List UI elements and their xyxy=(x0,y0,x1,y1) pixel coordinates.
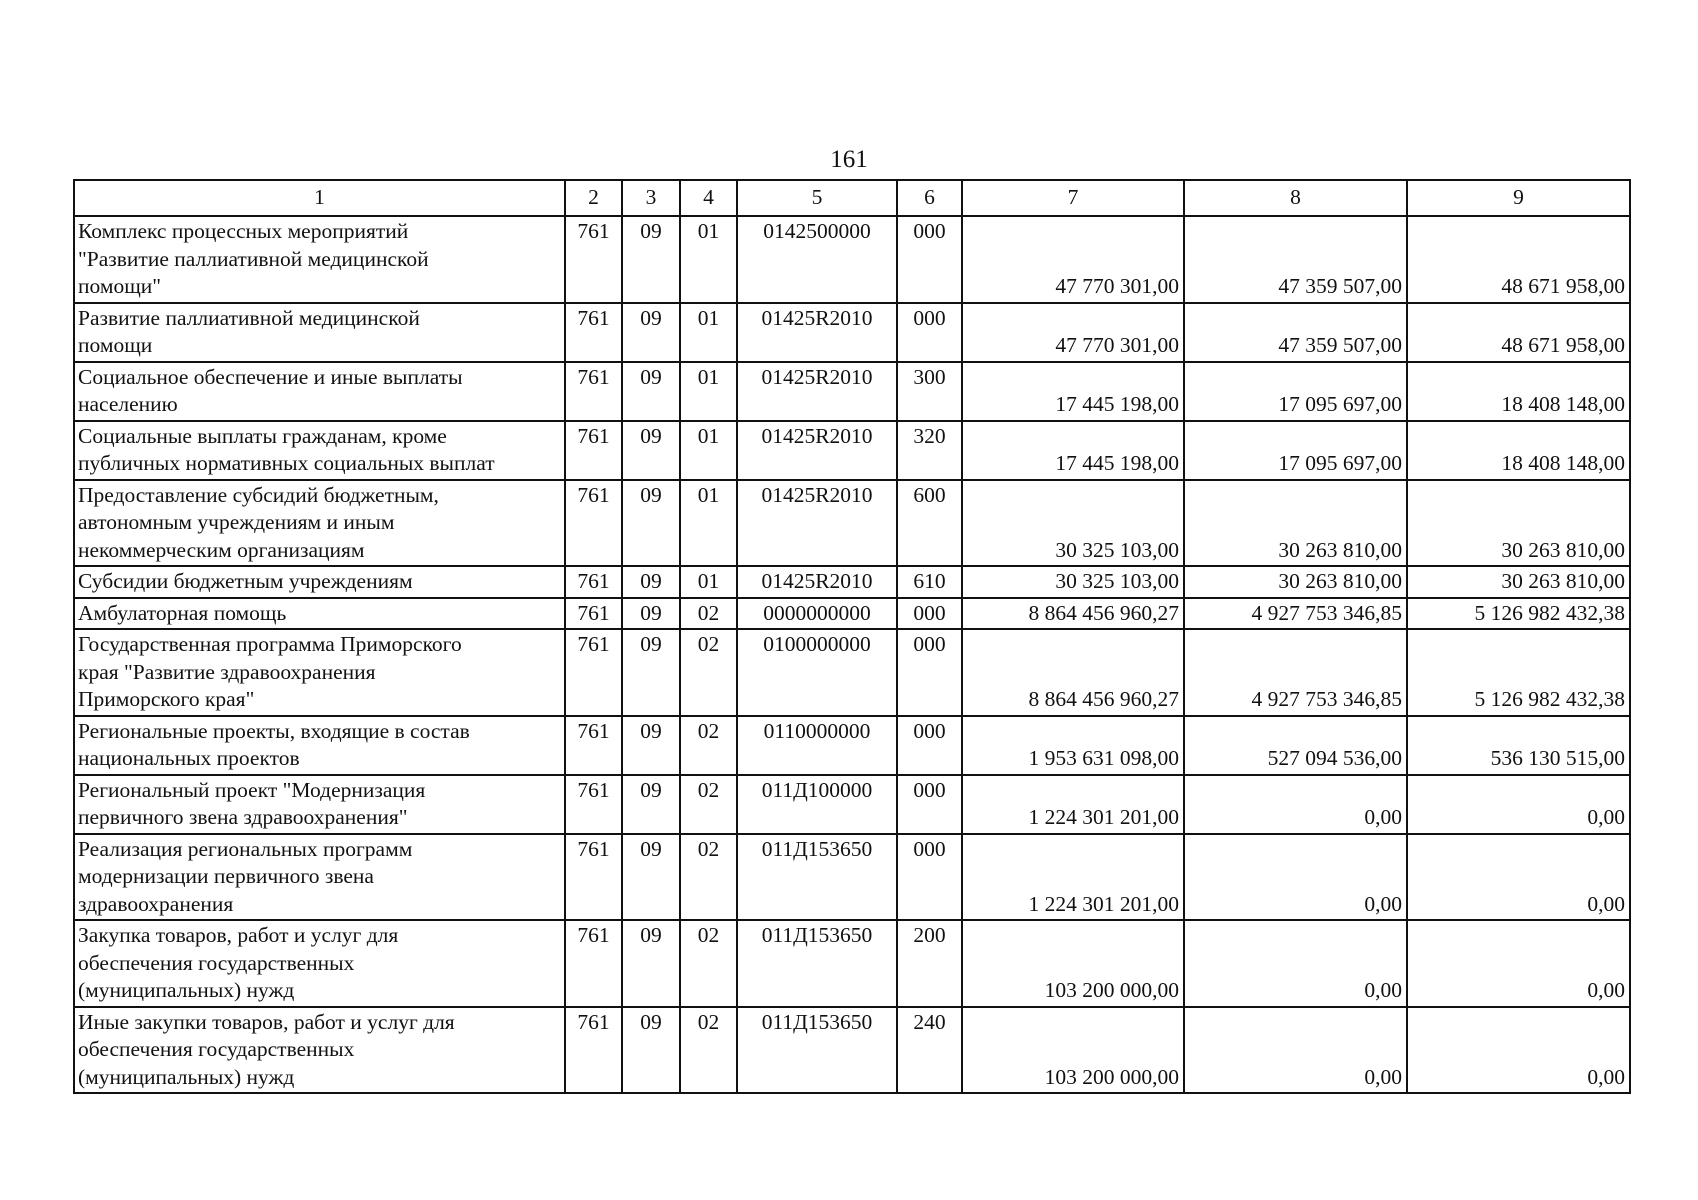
table-body xyxy=(74,216,1630,1093)
row-amount-c8: 4 927 753 346,85 xyxy=(1184,629,1407,716)
row-name-line: национальных проектов xyxy=(78,746,300,770)
row-code-c6: 000 xyxy=(897,598,962,630)
row-code-c2: 761 xyxy=(565,421,622,480)
header-cell: 8 xyxy=(1184,180,1407,216)
row-amount-c9: 30 263 810,00 xyxy=(1407,566,1630,598)
budget-table xyxy=(73,179,1631,1094)
row-code-c6: 000 xyxy=(897,775,962,834)
row-name-line: некоммерческим организациям xyxy=(78,537,365,562)
row-code-c2: 761 xyxy=(565,716,622,775)
row-amount-c8: 527 094 536,00 xyxy=(1184,716,1407,775)
row-code-c6: 000 xyxy=(897,834,962,921)
row-code-c3: 09 xyxy=(622,598,680,630)
row-code-c2: 761 xyxy=(565,775,622,834)
table-row xyxy=(74,216,1630,303)
row-amount-c8: 47 359 507,00 xyxy=(1184,216,1407,303)
row-amount-c7: 17 445 198,00 xyxy=(962,421,1184,480)
row-name xyxy=(74,480,565,567)
row-name-line: Государственная программа Приморского xyxy=(78,632,462,656)
row-code-c5: 0000000000 xyxy=(737,598,897,630)
row-amount-c9: 18 408 148,00 xyxy=(1407,421,1630,480)
row-code-c4: 02 xyxy=(680,1007,737,1094)
row-code-c5: 01425R2010 xyxy=(737,480,897,567)
row-code-c6: 000 xyxy=(897,216,962,303)
row-amount-c7: 1 224 301 201,00 xyxy=(962,834,1184,921)
row-amount-c8: 4 927 753 346,85 xyxy=(1184,598,1407,630)
row-amount-c7: 103 200 000,00 xyxy=(962,920,1184,1007)
row-code-c6: 320 xyxy=(897,421,962,480)
row-name xyxy=(74,775,565,834)
header-cell: 5 xyxy=(737,180,897,216)
row-code-c5: 011Д100000 xyxy=(737,775,897,834)
row-name xyxy=(74,920,565,1007)
row-code-c6: 610 xyxy=(897,566,962,598)
row-code-c3: 09 xyxy=(622,421,680,480)
row-code-c2: 761 xyxy=(565,920,622,1007)
row-name-line: Социальные выплаты гражданам, кроме xyxy=(78,423,447,448)
row-amount-c8: 47 359 507,00 xyxy=(1184,303,1407,362)
header-cell: 2 xyxy=(565,180,622,216)
header-cell: 4 xyxy=(680,180,737,216)
row-amount-c7: 8 864 456 960,27 xyxy=(962,629,1184,716)
row-code-c5: 011Д153650 xyxy=(737,1007,897,1094)
row-code-c5: 01425R2010 xyxy=(737,421,897,480)
row-name xyxy=(74,716,565,775)
row-name-line: модернизации первичного звена xyxy=(78,864,374,888)
row-code-c2: 761 xyxy=(565,834,622,921)
row-amount-c9: 48 671 958,00 xyxy=(1407,216,1630,303)
table-row xyxy=(74,566,1630,598)
row-amount-c8: 0,00 xyxy=(1184,775,1407,834)
row-code-c6: 300 xyxy=(897,362,962,421)
row-amount-c7: 8 864 456 960,27 xyxy=(962,598,1184,630)
row-code-c4: 01 xyxy=(680,362,737,421)
row-code-c3: 09 xyxy=(622,716,680,775)
header-row xyxy=(74,180,1630,216)
row-code-c4: 01 xyxy=(680,421,737,480)
row-name xyxy=(74,598,565,630)
table-row xyxy=(74,480,1630,567)
row-code-c5: 0142500000 xyxy=(737,216,897,303)
row-name xyxy=(74,216,565,303)
row-name-line: (муниципальных) нужд xyxy=(78,978,295,1002)
row-name xyxy=(74,834,565,921)
row-name-line: (муниципальных) нужд xyxy=(78,1064,295,1089)
row-code-c4: 02 xyxy=(680,920,737,1007)
row-amount-c7: 1 953 631 098,00 xyxy=(962,716,1184,775)
table-row xyxy=(74,303,1630,362)
row-name-line: Развитие паллиативной медицинской xyxy=(78,305,420,330)
row-amount-c9: 5 126 982 432,38 xyxy=(1407,598,1630,630)
table-row xyxy=(74,629,1630,716)
table-row xyxy=(74,598,1630,630)
row-amount-c7: 47 770 301,00 xyxy=(962,303,1184,362)
row-name-line: публичных нормативных социальных выплат xyxy=(78,451,495,475)
row-name-line: Региональный проект "Модернизация xyxy=(78,777,426,802)
row-name-line: Иные закупки товаров, работ и услуг для xyxy=(78,1009,455,1034)
row-name-line: Приморского края" xyxy=(78,687,255,711)
row-code-c5: 011Д153650 xyxy=(737,920,897,1007)
row-name-line: Региональные проекты, входящие в состав xyxy=(78,718,470,743)
table-row xyxy=(74,716,1630,775)
row-code-c2: 761 xyxy=(565,629,622,716)
row-code-c2: 761 xyxy=(565,480,622,567)
row-code-c3: 09 xyxy=(622,1007,680,1094)
row-name-line: Субсидии бюджетным учреждениям xyxy=(78,569,413,593)
row-code-c3: 09 xyxy=(622,362,680,421)
row-code-c5: 011Д153650 xyxy=(737,834,897,921)
table-row xyxy=(74,362,1630,421)
row-amount-c9: 18 408 148,00 xyxy=(1407,362,1630,421)
page-number: 161 xyxy=(830,146,868,173)
row-amount-c8: 0,00 xyxy=(1184,920,1407,1007)
row-code-c4: 02 xyxy=(680,629,737,716)
row-code-c5: 01425R2010 xyxy=(737,362,897,421)
row-code-c4: 02 xyxy=(680,598,737,630)
row-code-c2: 761 xyxy=(565,598,622,630)
row-amount-c9: 0,00 xyxy=(1407,1007,1630,1094)
row-name xyxy=(74,303,565,362)
row-code-c3: 09 xyxy=(622,920,680,1007)
row-amount-c8: 30 263 810,00 xyxy=(1184,566,1407,598)
row-amount-c9: 0,00 xyxy=(1407,775,1630,834)
row-code-c2: 761 xyxy=(565,566,622,598)
row-name xyxy=(74,1007,565,1094)
row-code-c6: 200 xyxy=(897,920,962,1007)
row-name-line: края "Развитие здравоохранения xyxy=(78,659,376,684)
row-name-line: Комплекс процессных мероприятий xyxy=(78,219,409,243)
row-amount-c9: 536 130 515,00 xyxy=(1407,716,1630,775)
header-cell: 6 xyxy=(897,180,962,216)
row-name-line: здравоохранения xyxy=(78,891,234,916)
row-code-c3: 09 xyxy=(622,216,680,303)
row-code-c5: 0100000000 xyxy=(737,629,897,716)
row-code-c4: 01 xyxy=(680,216,737,303)
row-code-c6: 000 xyxy=(897,629,962,716)
row-code-c4: 02 xyxy=(680,775,737,834)
row-amount-c7: 47 770 301,00 xyxy=(962,216,1184,303)
row-name-line: автономным учреждениям и иным xyxy=(78,510,395,534)
row-name-line: Предоставление субсидий бюджетным, xyxy=(78,482,439,507)
row-amount-c9: 0,00 xyxy=(1407,834,1630,921)
table-row xyxy=(74,920,1630,1007)
row-code-c3: 09 xyxy=(622,834,680,921)
row-amount-c8: 0,00 xyxy=(1184,834,1407,921)
row-code-c3: 09 xyxy=(622,480,680,567)
row-name-line: помощи xyxy=(78,333,153,357)
row-amount-c9: 48 671 958,00 xyxy=(1407,303,1630,362)
row-name-line: обеспечения государственных xyxy=(78,1037,355,1061)
table-row xyxy=(74,1007,1630,1094)
row-code-c4: 02 xyxy=(680,834,737,921)
header-cell: 1 xyxy=(74,180,565,216)
row-code-c6: 000 xyxy=(897,303,962,362)
row-code-c3: 09 xyxy=(622,775,680,834)
row-name xyxy=(74,362,565,421)
row-amount-c9: 30 263 810,00 xyxy=(1407,480,1630,567)
row-code-c5: 01425R2010 xyxy=(737,566,897,598)
row-amount-c8: 17 095 697,00 xyxy=(1184,421,1407,480)
header-cell: 3 xyxy=(622,180,680,216)
row-amount-c9: 5 126 982 432,38 xyxy=(1407,629,1630,716)
table-row xyxy=(74,421,1630,480)
row-code-c6: 000 xyxy=(897,716,962,775)
row-code-c6: 600 xyxy=(897,480,962,567)
row-code-c2: 761 xyxy=(565,362,622,421)
row-code-c2: 761 xyxy=(565,1007,622,1094)
row-code-c3: 09 xyxy=(622,629,680,716)
row-amount-c7: 17 445 198,00 xyxy=(962,362,1184,421)
header-cell: 7 xyxy=(962,180,1184,216)
row-amount-c8: 30 263 810,00 xyxy=(1184,480,1407,567)
row-code-c4: 01 xyxy=(680,566,737,598)
row-name xyxy=(74,629,565,716)
row-name-line: "Развитие паллиативной медицинской xyxy=(78,246,429,271)
row-name-line: обеспечения государственных xyxy=(78,950,355,975)
row-name xyxy=(74,421,565,480)
row-code-c5: 0110000000 xyxy=(737,716,897,775)
row-code-c6: 240 xyxy=(897,1007,962,1094)
row-code-c3: 09 xyxy=(622,303,680,362)
row-name-line: Амбулаторная помощь xyxy=(78,600,287,625)
row-amount-c7: 30 325 103,00 xyxy=(962,566,1184,598)
row-amount-c8: 17 095 697,00 xyxy=(1184,362,1407,421)
row-name xyxy=(74,566,565,598)
row-amount-c7: 30 325 103,00 xyxy=(962,480,1184,567)
row-amount-c9: 0,00 xyxy=(1407,920,1630,1007)
row-name-line: Социальное обеспечение и иные выплаты xyxy=(78,364,463,389)
row-name-line: Закупка товаров, работ и услуг для xyxy=(78,923,399,947)
table-row xyxy=(74,775,1630,834)
row-code-c4: 02 xyxy=(680,716,737,775)
row-name-line: населению xyxy=(78,392,178,416)
row-name-line: Реализация региональных программ xyxy=(78,836,413,861)
row-code-c5: 01425R2010 xyxy=(737,303,897,362)
row-amount-c7: 1 224 301 201,00 xyxy=(962,775,1184,834)
header-cell: 9 xyxy=(1407,180,1630,216)
row-code-c4: 01 xyxy=(680,303,737,362)
row-code-c4: 01 xyxy=(680,480,737,567)
row-code-c2: 761 xyxy=(565,303,622,362)
row-code-c2: 761 xyxy=(565,216,622,303)
row-name-line: помощи" xyxy=(78,274,162,298)
row-code-c3: 09 xyxy=(622,566,680,598)
table-row xyxy=(74,834,1630,921)
row-amount-c7: 103 200 000,00 xyxy=(962,1007,1184,1094)
row-name-line: первичного звена здравоохранения" xyxy=(78,805,408,829)
row-amount-c8: 0,00 xyxy=(1184,1007,1407,1094)
